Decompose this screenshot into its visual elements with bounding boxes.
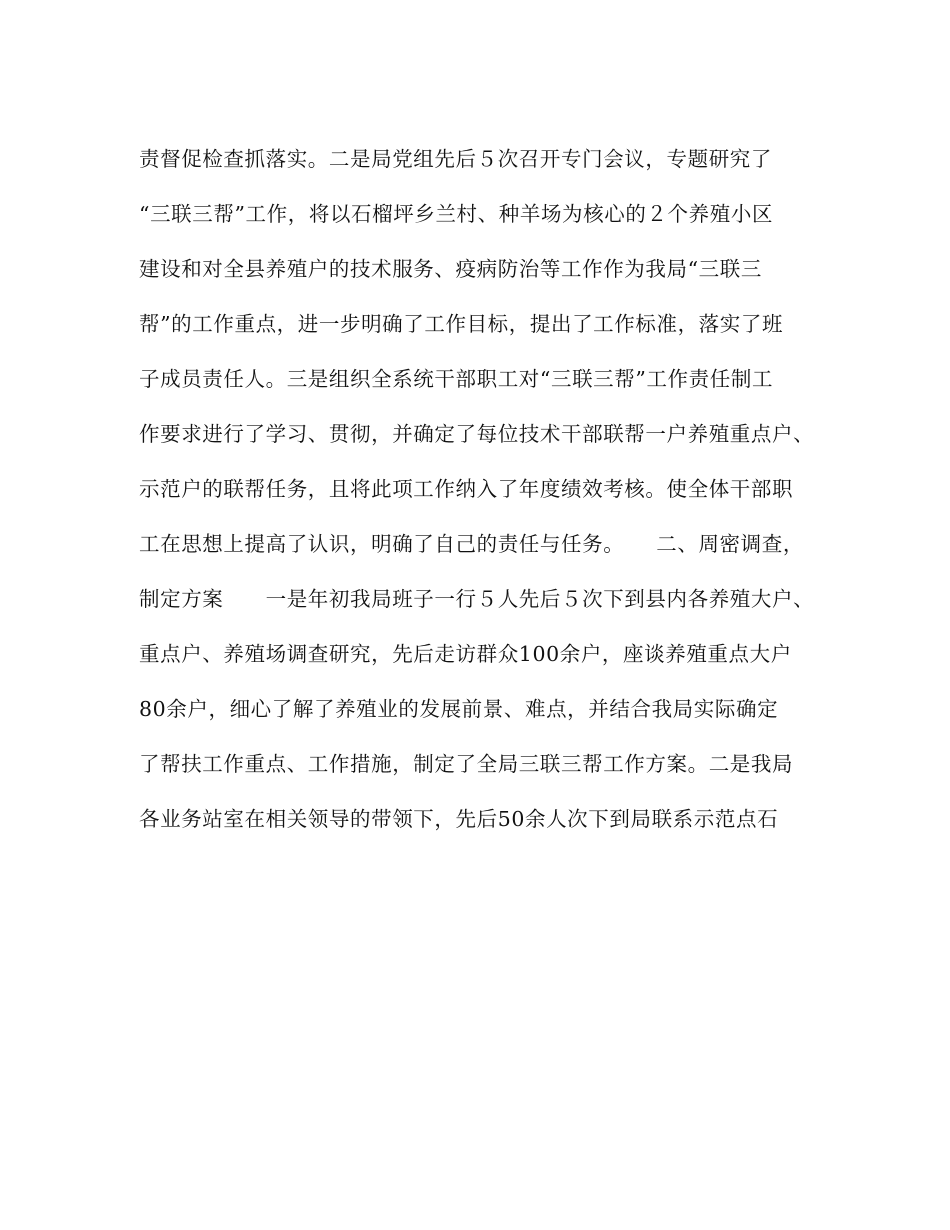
text-line: 责督促检查抓落实。二是局党组先后５次召开专门会议，专题研究了 [139,147,772,171]
text-line: 重点户、养殖场调查研究，先后走访群众100余户，座谈养殖重点大户 [139,642,792,666]
text-line: 了帮扶工作重点、工作措施，制定了全局三联三帮工作方案。二是我局 [139,752,794,776]
body-text [139,132,829,847]
text-line: 子成员责任人。三是组织全系统干部职工对“三联三帮”工作责任制工 [139,367,774,391]
text-line: 帮”的工作重点，进一步明确了工作目标，提出了工作标准，落实了班 [139,312,784,336]
text-line: 各业务站室在相关领导的带领下，先后50余人次下到局联系示范点石 [139,807,779,831]
text-line: 示范户的联帮任务，且将此项工作纳入了年度绩效考核。使全体干部职 [139,477,794,501]
text-line: 建设和对全县养殖户的技术服务、疫病防治等工作作为我局“三联三 [139,257,762,281]
text-line: 制定方案 一是年初我局班子一行５人先后５次下到县内各养殖大户、 [139,587,815,611]
text-line: 80余户，细心了解了养殖业的发展前景、难点，并结合我局实际确定 [139,697,779,721]
text-line: 作要求进行了学习、贯彻，并确定了每位技术干部联帮一户养殖重点户、 [139,422,815,446]
text-line: 工在思想上提高了认识，明确了自己的责任与任务。 二、周密调查， [139,532,804,556]
text-line: “三联三帮”工作，将以石榴坪乡兰村、种羊场为核心的２个养殖小区 [139,202,774,226]
